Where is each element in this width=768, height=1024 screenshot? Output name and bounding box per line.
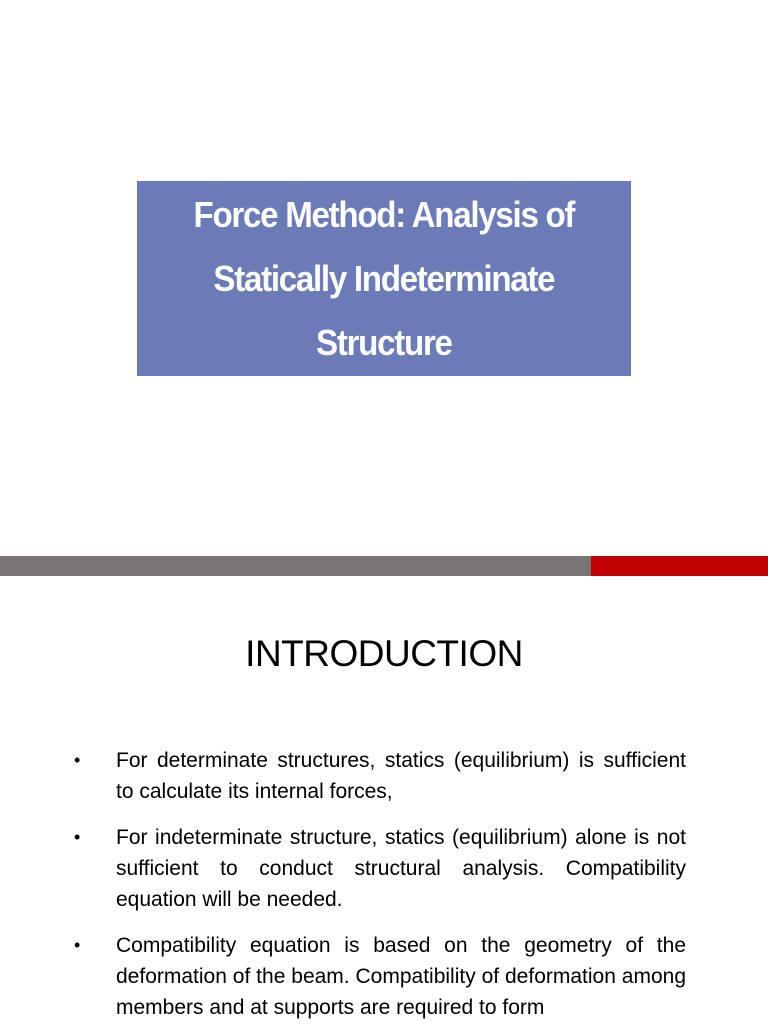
bullet-text: For determinate structures, statics (equilibrium) is sufficient to calculate its internal forces, — [116, 749, 686, 803]
bullet-text: For indeterminate structure, statics (equilibrium) alone is not sufficient to conduct structural analysis. Compatibility equation will be needed. — [116, 826, 686, 911]
divider-bar-gray — [0, 556, 591, 576]
title-banner — [137, 181, 631, 376]
bullet-icon: • — [74, 827, 81, 847]
bullet-icon: • — [74, 750, 81, 770]
bullet-icon: • — [74, 935, 81, 955]
slide-title: Force Method: Analysis of Statically Indeterminate Structure — [193, 193, 575, 363]
bullet-item — [0, 745, 768, 807]
bullet-item — [0, 822, 768, 915]
bullet-text: Compatibility equation is based on the geometry of the deformation of the beam. Compatibility of deformation among members and at supports are required to form — [116, 934, 686, 1019]
section-heading: INTRODUCTION — [245, 633, 523, 674]
divider-bar-red — [591, 556, 768, 576]
bullet-item — [0, 930, 768, 1023]
bullet-list — [0, 745, 768, 1024]
